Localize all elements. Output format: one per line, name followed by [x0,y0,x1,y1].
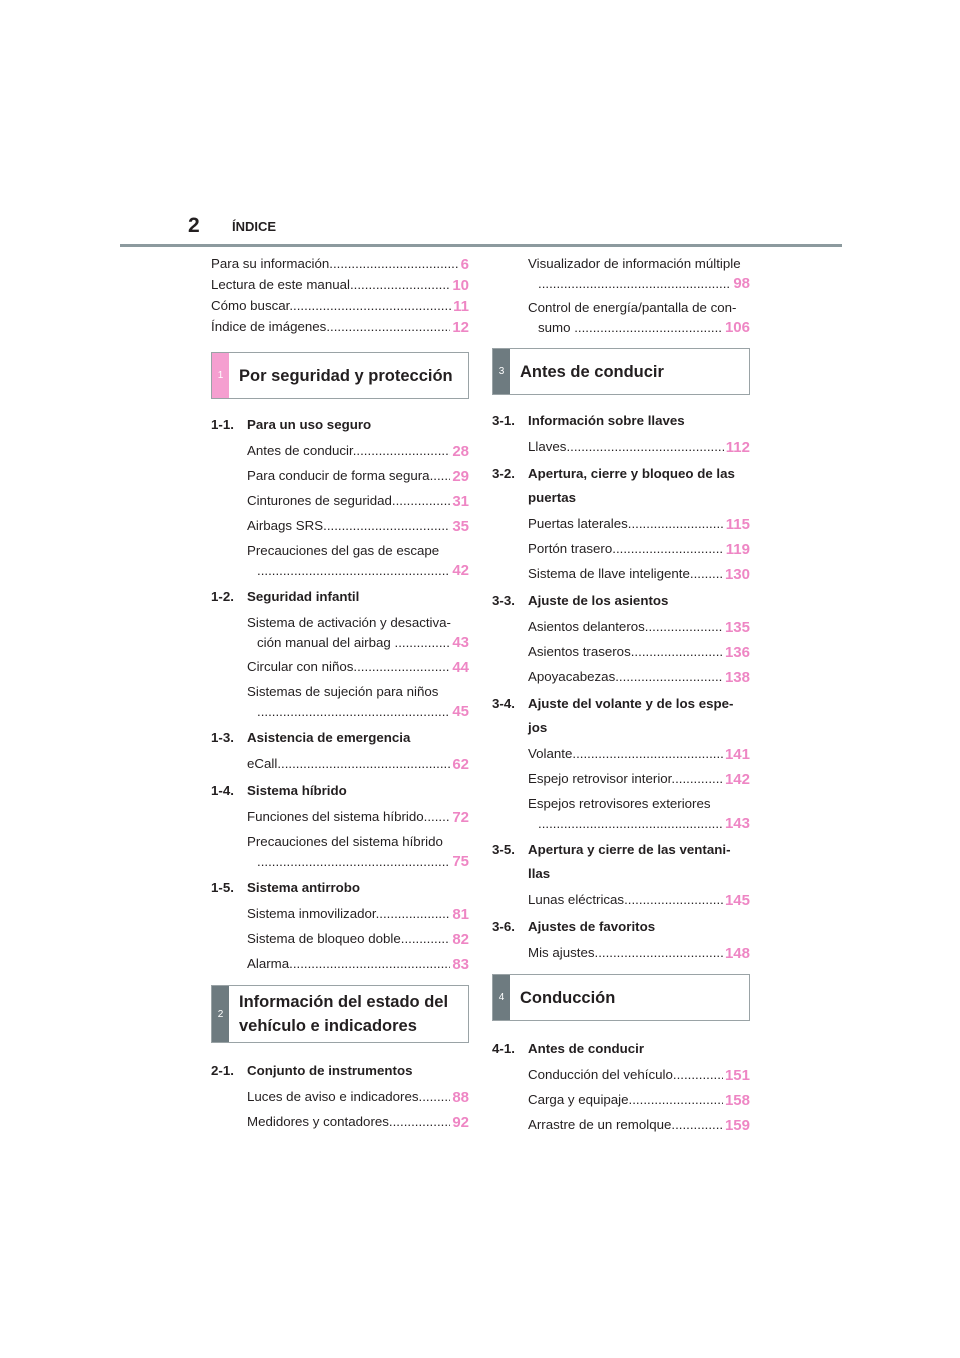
page-link[interactable]: 130 [724,566,750,583]
page-link[interactable]: 143 [724,815,750,832]
page-link[interactable]: 138 [724,669,750,686]
section-title: Por seguridad y protección [239,366,453,385]
toc-entry[interactable]: Asientos traseros ..... 136 [528,642,750,663]
toc-entry[interactable]: Sistema de activación y desactiva- ción manual del airbag ..... 43 [247,613,469,653]
toc-entry[interactable]: Volante ..... 141 [528,744,750,765]
section-4-entries [492,1037,750,1136]
toc-entry[interactable]: Espejo retrovisor interior ..... 142 [528,769,750,790]
toc-entry[interactable]: Llaves ..... 112 [528,437,750,458]
page-link[interactable]: 10 [452,277,469,294]
page-link[interactable]: 35 [452,518,469,535]
page-link[interactable]: 92 [452,1114,469,1131]
page-link[interactable]: 11 [453,298,469,315]
toc-entry[interactable]: Sistema de llave inteligente ..... 130 [528,564,750,585]
page-link[interactable]: 119 [725,541,750,558]
subsection-heading[interactable]: 3-3. Ajuste de los asientos [492,593,669,608]
header-rule [120,244,842,247]
toc-entry[interactable]: Antes de conducir ..... 28 [247,441,469,462]
section-3-entries [492,409,750,964]
section-header-1[interactable] [211,352,469,399]
toc-entry[interactable]: Espejos retrovisores exteriores ..... 143 [528,794,750,834]
page-link[interactable]: 88 [452,1089,469,1106]
page-link[interactable]: 43 [452,634,469,651]
section-number-tab: 4 [493,975,510,1020]
toc-entry[interactable]: Sistema inmovilizador ..... 81 [247,904,469,925]
toc-entry[interactable]: Cómo buscar ..... 11 [211,296,469,317]
toc-entry[interactable]: Precauciones del sistema híbrido ..... 75 [247,832,469,872]
section-number-tab: 3 [493,349,510,394]
page-link[interactable]: 145 [724,892,750,909]
page-link[interactable]: 12 [452,319,469,336]
section-header-4[interactable] [492,974,750,1021]
subsection-heading[interactable]: 3-1. Información sobre llaves [492,413,685,428]
page-link[interactable]: 151 [724,1067,750,1084]
toc-entry[interactable]: Sistemas de sujeción para niños ..... 45 [247,682,469,722]
subsection-heading[interactable]: 2-1. Conjunto de instrumentos [211,1063,413,1078]
toc-left-column [211,254,469,1137]
subsection-heading[interactable]: 3-4. Ajuste del volante y de los espe- jos [492,696,734,735]
toc-entry[interactable]: Arrastre de un remolque ..... 159 [528,1115,750,1136]
page-link[interactable]: 98 [733,275,750,292]
subsection-heading[interactable]: 3-2. Apertura, cierre y bloqueo de las puertas [492,466,735,505]
page-link[interactable]: 82 [452,931,469,948]
toc-entry[interactable]: Lunas eléctricas ..... 145 [528,890,750,911]
toc-entry[interactable]: Airbags SRS ..... 35 [247,516,469,537]
toc-entry[interactable]: Apoyacabezas ..... 138 [528,667,750,688]
page-link[interactable]: 136 [724,644,750,661]
page-link[interactable]: 81 [452,906,469,923]
page-link[interactable]: 148 [724,945,750,962]
page-link[interactable]: 6 [460,256,469,273]
subsection-heading[interactable]: 1-5. Sistema antirrobo [211,880,361,895]
page-link[interactable]: 141 [724,746,750,763]
toc-entry[interactable]: Cinturones de seguridad ..... 31 [247,491,469,512]
toc-entry[interactable]: Carga y equipaje ..... 158 [528,1090,750,1111]
page-link[interactable]: 72 [452,809,469,826]
section-number-tab: 2 [212,986,229,1042]
page-link[interactable]: 142 [724,771,750,788]
subsection-heading[interactable]: 1-4. Sistema híbrido [211,783,347,798]
toc-entry[interactable]: Portón trasero ..... 119 [528,539,750,560]
intro-list [211,254,469,338]
section-1-entries [211,413,469,975]
toc-entry[interactable]: Conducción del vehículo ..... 151 [528,1065,750,1086]
page-link[interactable]: 106 [724,319,750,336]
toc-entry[interactable]: Índice de imágenes ..... 12 [211,317,469,338]
section-title: Antes de conducir [520,362,664,381]
page-link[interactable]: 112 [725,439,750,456]
page-link[interactable]: 159 [724,1117,750,1134]
toc-entry[interactable]: Circular con niños ..... 44 [247,657,469,678]
section-2-entries [211,1059,469,1133]
page-link[interactable]: 135 [724,619,750,636]
section-2-continued [492,254,750,338]
subsection-heading[interactable]: 1-2. Seguridad infantil [211,589,360,604]
toc-entry[interactable]: Visualizador de información múltiple ..... 98 [528,254,750,294]
toc-entry[interactable]: Luces de aviso e indicadores ..... 88 [247,1087,469,1108]
toc-entry[interactable]: Puertas laterales ..... 115 [528,514,750,535]
toc-entry[interactable]: Lectura de este manual ..... 10 [211,275,469,296]
toc-entry[interactable]: Para su información ..... 6 [211,254,469,275]
page-link[interactable]: 115 [725,516,750,533]
toc-right-column [492,254,750,1140]
toc-entry[interactable]: Mis ajustes ..... 148 [528,943,750,964]
toc-entry[interactable]: Alarma ..... 83 [247,954,469,975]
toc-entry[interactable]: Precauciones del gas de escape ..... 42 [247,541,469,581]
page-number: 2 [188,214,200,237]
page-link[interactable]: 83 [452,956,469,973]
page-link[interactable]: 44 [452,659,469,676]
subsection-heading[interactable]: 1-3. Asistencia de emergencia [211,730,411,745]
page-link[interactable]: 31 [452,493,469,510]
toc-entry[interactable]: Medidores y contadores ..... 92 [247,1112,469,1133]
page-link[interactable]: 158 [724,1092,750,1109]
toc-entry[interactable]: Sistema de bloqueo doble ..... 82 [247,929,469,950]
section-title: Conducción [520,988,616,1007]
subsection-heading[interactable]: 3-5. Apertura y cierre de las ventani- llas [492,842,731,881]
page-link[interactable]: 75 [452,853,469,870]
subsection-heading[interactable]: 4-1. Antes de conducir [492,1041,644,1056]
subsection-heading[interactable]: 3-6. Ajustes de favoritos [492,919,656,934]
toc-entry[interactable]: eCall ..... 62 [247,754,469,775]
page-link[interactable]: 62 [452,756,469,773]
section-title: Información del estado del vehículo e indicadores [239,993,449,1035]
subsection-heading[interactable]: 1-1. Para un uso seguro [211,417,372,432]
page-link[interactable]: 29 [452,468,469,485]
section-header-2[interactable] [211,985,469,1043]
section-header-3[interactable] [492,348,750,395]
toc-entry[interactable]: Asientos delanteros ..... 135 [528,617,750,638]
page-link[interactable]: 45 [452,703,469,720]
toc-entry[interactable]: Control de energía/pantalla de con- sumo ..... 106 [528,298,750,338]
page-link[interactable]: 28 [452,443,469,460]
page-link[interactable]: 42 [452,562,469,579]
toc-entry[interactable]: Para conducir de forma segura ..... 29 [247,466,469,487]
section-number-tab: 1 [212,353,229,398]
toc-entry[interactable]: Funciones del sistema híbrido ..... 72 [247,807,469,828]
page-title: ÍNDICE [232,219,277,234]
